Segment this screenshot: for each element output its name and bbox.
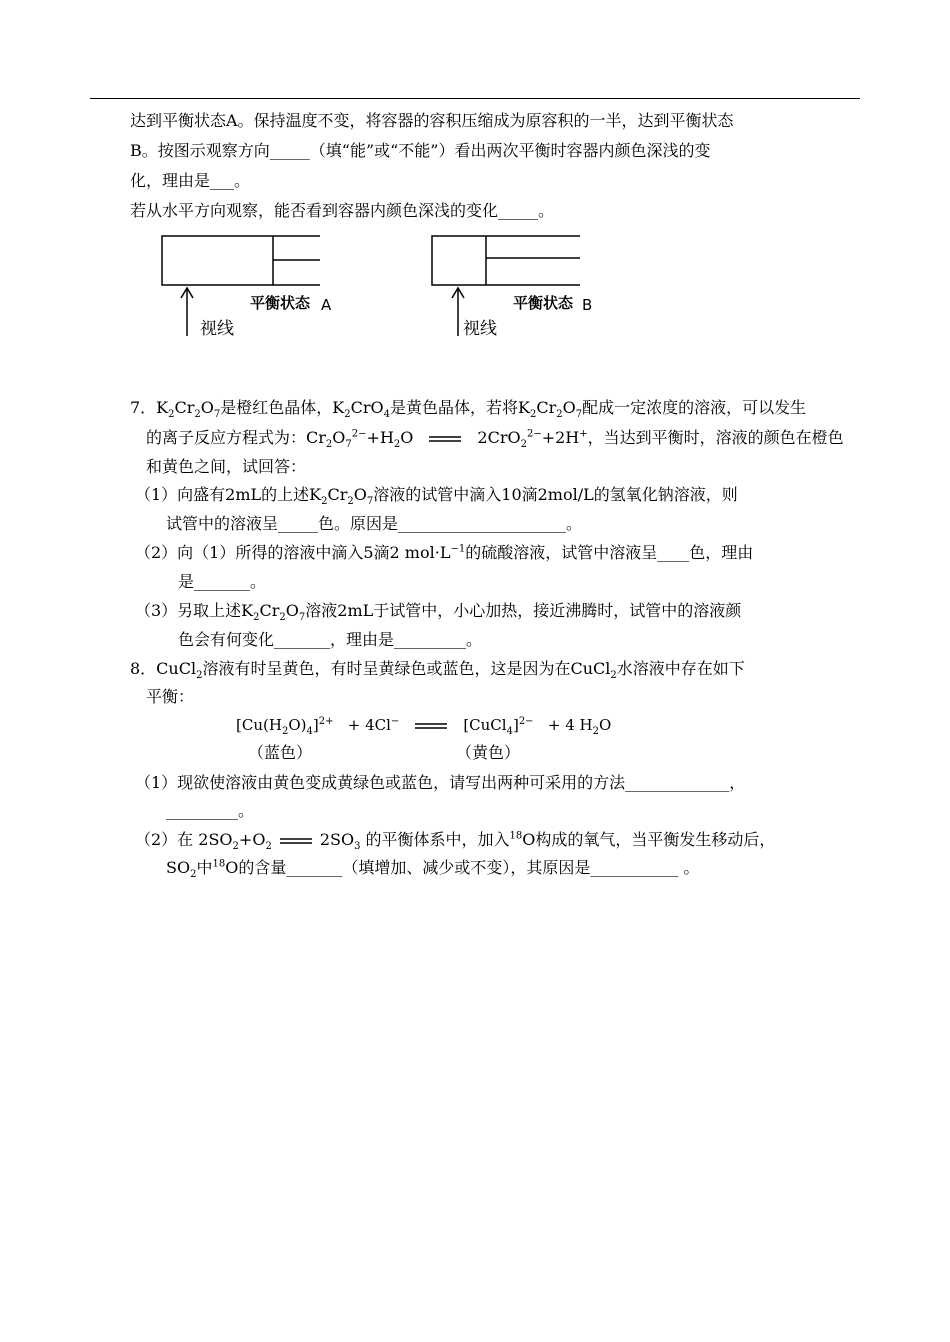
q7-part-1: （1）向盛有2mL的上述$K_2Cr_2O_7$溶液的试管中滴入10滴2mol/L的氢氧化钠溶液，则	[135, 485, 738, 508]
state-a-letter: A	[321, 296, 332, 314]
q8-blue-label: （蓝色）	[248, 743, 313, 762]
intro-line-3: 化，理由是___。	[130, 171, 251, 190]
q7-line-2: 的离子反应方程式为：$Cr_2O_7^{2-}+H_2O$ 2CrO$_2^{2-}$+2H+，当达到平衡时，溶液的颜色在橙色	[146, 428, 844, 451]
equilibrium-arrow	[276, 835, 316, 847]
sight-label-b: 视线	[463, 319, 497, 339]
state-a-label: 平衡状态	[250, 294, 311, 312]
equilibrium-figure	[150, 228, 630, 348]
q7-part-1-cont: 试管中的溶液呈_____色。原因是_____________________。	[166, 514, 583, 533]
intro-line-1: 达到平衡状态A。保持温度不变，将容器的容积压缩成为原容积的一半，达到平衡状态	[130, 111, 734, 130]
q8-line-1: 8．CuCl$_2$溶液有时呈黄色，有时呈黄绿色或蓝色，这是因为在CuCl$_2$水溶液中存在如下	[130, 659, 745, 682]
q8-yellow-label: （黄色）	[456, 743, 521, 762]
q7-part-2: （2）向（1）所得的溶液中滴入5滴2 $mol\cdot L^{-1}$的硫酸溶液，试管中溶液呈____色，理由	[135, 543, 754, 562]
q8-part-2: （2）在 $2SO_2+O_2$ $2SO_3$ 的平衡体系中，加入$^{18}$O构成的氧气，当平衡发生移动后，	[135, 830, 776, 853]
q8-equation: $[Cu(H_2O)_4]^{2+}$ + 4Cl− [CuCl$_4$]$^{2-}$ + 4 $H_2O$	[236, 716, 612, 737]
state-b-letter: B	[582, 296, 593, 314]
q7-part-3-cont: 色会有何变化_______，理由是_________。	[178, 630, 483, 649]
q7-line-1: 7．$K_2Cr_2O_7$是橙红色晶体，$K_2CrO_4$是黄色晶体，若将$K_2Cr_2O_7$配成一定浓度的溶液，可以发生	[130, 398, 807, 421]
container-b	[432, 236, 580, 285]
q7-line-3: 和黄色之间，试回答：	[146, 457, 307, 476]
header-rule	[90, 98, 860, 99]
q8-part-1-cont: _________。	[166, 801, 255, 820]
q7-part-3: （3）另取上述$K_2Cr_2O_7$溶液2mL于试管中，小心加热，接近沸腾时，试管中的溶液颜	[135, 601, 742, 624]
equilibrium-arrow	[425, 433, 465, 445]
equilibrium-arrow	[411, 720, 451, 732]
q8-part-1: （1）现欲使溶液由黄色变成黄绿色或蓝色，请写出两种可采用的方法_____________，	[135, 773, 746, 792]
container-a	[162, 236, 320, 285]
state-b-label: 平衡状态	[513, 294, 574, 312]
q8-line-2: 平衡：	[146, 687, 195, 706]
sight-label-a: 视线	[200, 319, 234, 339]
sight-arrow-a	[181, 288, 193, 336]
intro-line-4: 若从水平方向观察，能否看到容器内颜色深浅的变化_____。	[130, 201, 555, 220]
intro-line-2: B。按图示观察方向_____（填“能”或“不能”）看出两次平衡时容器内颜色深浅的变	[130, 141, 711, 160]
q8-part-2-cont: $SO_2$中$^{18}$O的含量_______（填增加、减少或不变），其原因是___________ 。	[166, 858, 700, 881]
q7-part-2-cont: 是_______。	[178, 572, 267, 591]
